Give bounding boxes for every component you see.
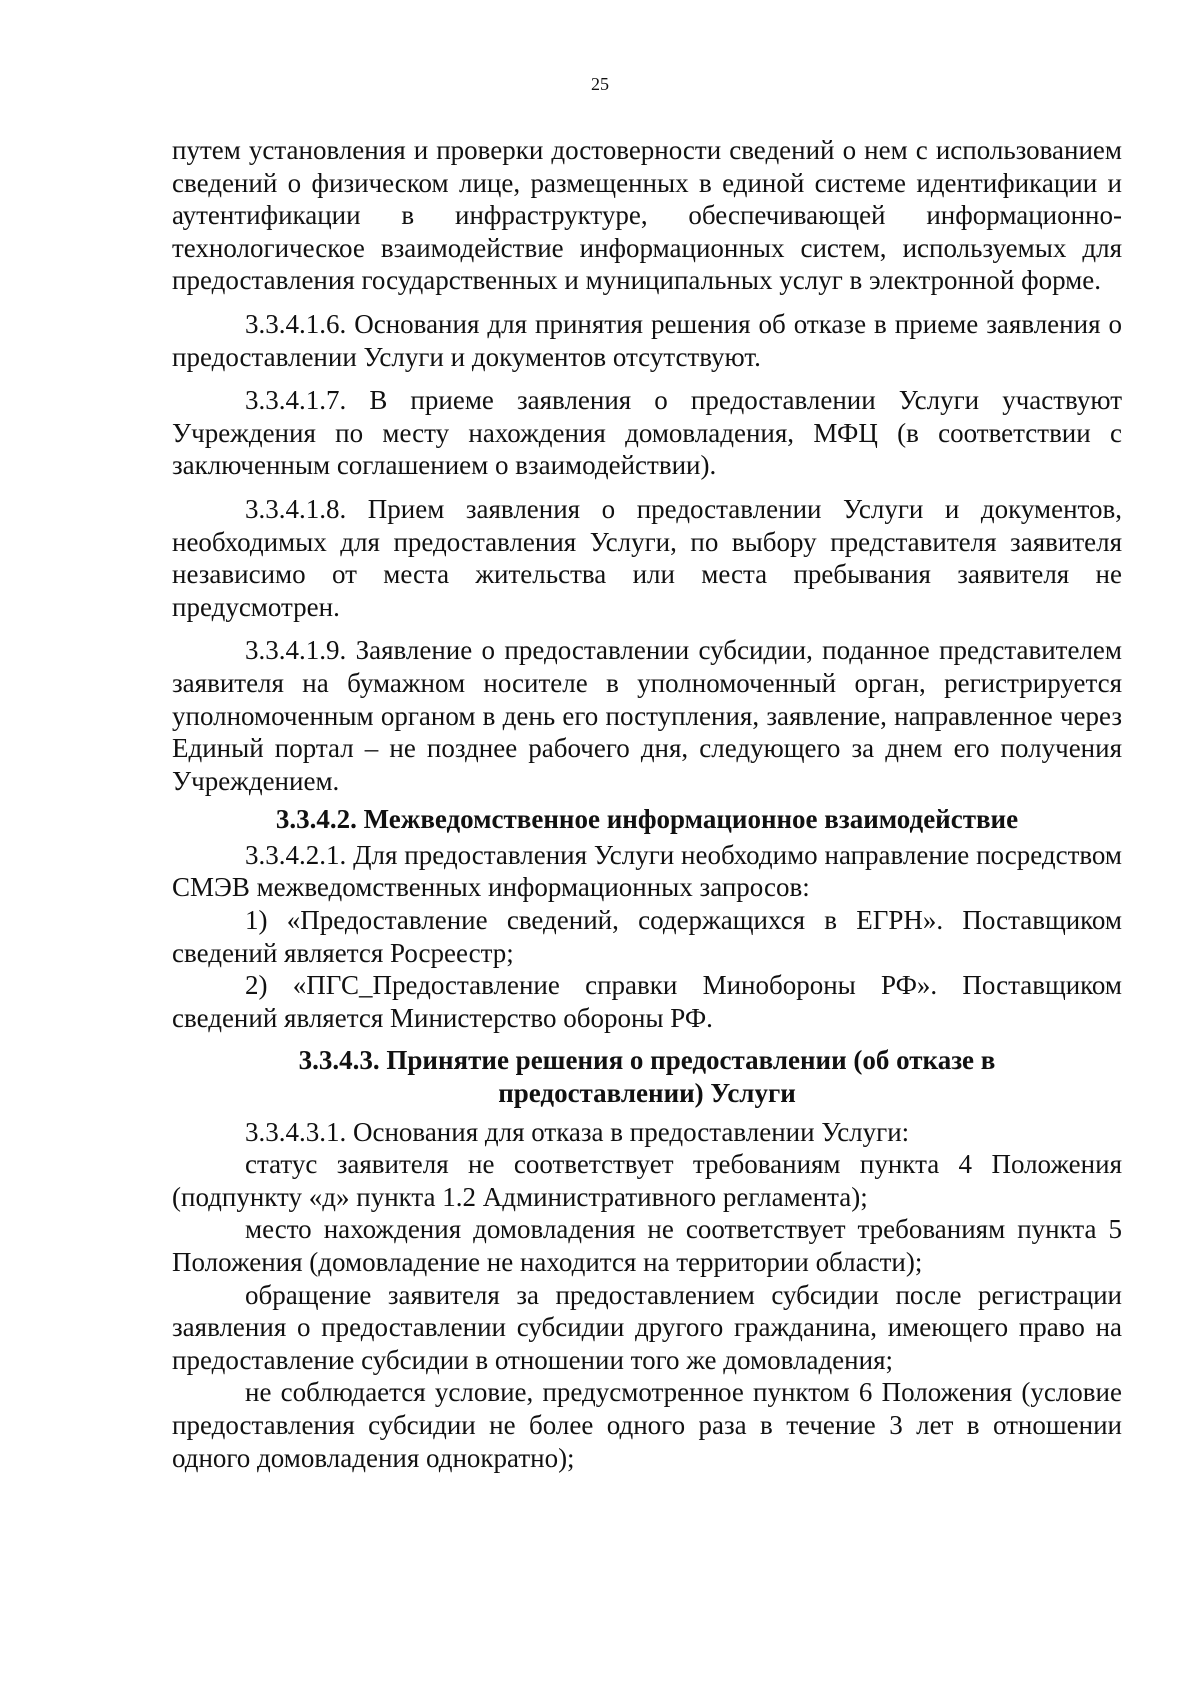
section-heading-3-3-4-3 [172, 1044, 1122, 1109]
section-heading-line-2: предоставлении) Услуги [498, 1078, 796, 1109]
list-item-1: 1) «Предоставление сведений, содержащихся в ЕГРН». Поставщиком сведений является Росреестр; [172, 905, 1122, 968]
paragraph-3-3-4-1-9: 3.3.4.1.9. Заявление о предоставлении субсидии, поданное представителем заявителя на бумажном носителе в уполномоченный орган, регистрируется уполномоченным органом в день его поступления, заявление, направленное через Единый портал – не позднее рабочего дня, следующего за днем его получения Учреждением. [172, 635, 1122, 796]
paragraph-3-3-4-3-1: 3.3.4.3.1. Основания для отказа в предоставлении Услуги: [245, 1116, 910, 1147]
paragraph-3-3-4-2-1: 3.3.4.2.1. Для предоставления Услуги необходимо направление посредством СМЭВ межведомственных информационных запросов: [172, 839, 1122, 903]
list-item-2: 2) «ПГС_Предоставление справки Минобороны РФ». Поставщиком сведений является Министерство обороны РФ. [172, 970, 1122, 1033]
paragraph-continuation: путем установления и проверки достоверности сведений о нем с использованием сведений о физическом лице, размещенных в единой системе идентификации и аутентификации в инфраструктуре, обеспечивающей информационно-технологическое взаимодействие информационных систем, используемых для предоставления государственных и муниципальных услуг в электронной форме. [172, 135, 1122, 296]
section-heading-line-1: 3.3.4.3. Принятие решения о предоставлении (об отказе в [298, 1045, 996, 1076]
paragraph-3-3-4-1-7: 3.3.4.1.7. В приеме заявления о предоставлении Услуги участвуют Учреждения по месту нахождения домовладения, МФЦ (в соответствии с заключенным соглашением о взаимодействии). [172, 385, 1122, 481]
refusal-ground-3: обращение заявителя за предоставлением субсидии после регистрации заявления о предоставлении субсидии другого гражданина, имеющего право на предоставление субсидии в отношении того же домовладения; [172, 1279, 1122, 1375]
section-heading-3-3-4-2: 3.3.4.2. Межведомственное информационное взаимодействие [275, 804, 1019, 835]
refusal-ground-2: место нахождения домовладения не соответствует требованиям пункта 5 Положения (домовладение не находится на территории области); [172, 1214, 1122, 1277]
refusal-ground-4: не соблюдается условие, предусмотренное пунктом 6 Положения (условие предоставления субсидии не более одного раза в течение 3 лет в отношении одного домовладения однократно); [172, 1377, 1122, 1473]
document-body [172, 134, 1122, 1474]
refusal-ground-1: статус заявителя не соответствует требованиям пункта 4 Положения (подпункту «д» пункта 1.2 Административного регламента); [172, 1149, 1122, 1212]
paragraph-3-3-4-1-6: 3.3.4.1.6. Основания для принятия решения об отказе в приеме заявления о предоставлении Услуги и документов отсутствуют. [172, 308, 1122, 372]
page-number: 25 [591, 74, 609, 94]
paragraph-3-3-4-1-8: 3.3.4.1.8. Прием заявления о предоставлении Услуги и документов, необходимых для предоставления Услуги, по выбору представителя заявителя независимо от места жительства или места пребывания заявителя не предусмотрен. [172, 493, 1122, 622]
